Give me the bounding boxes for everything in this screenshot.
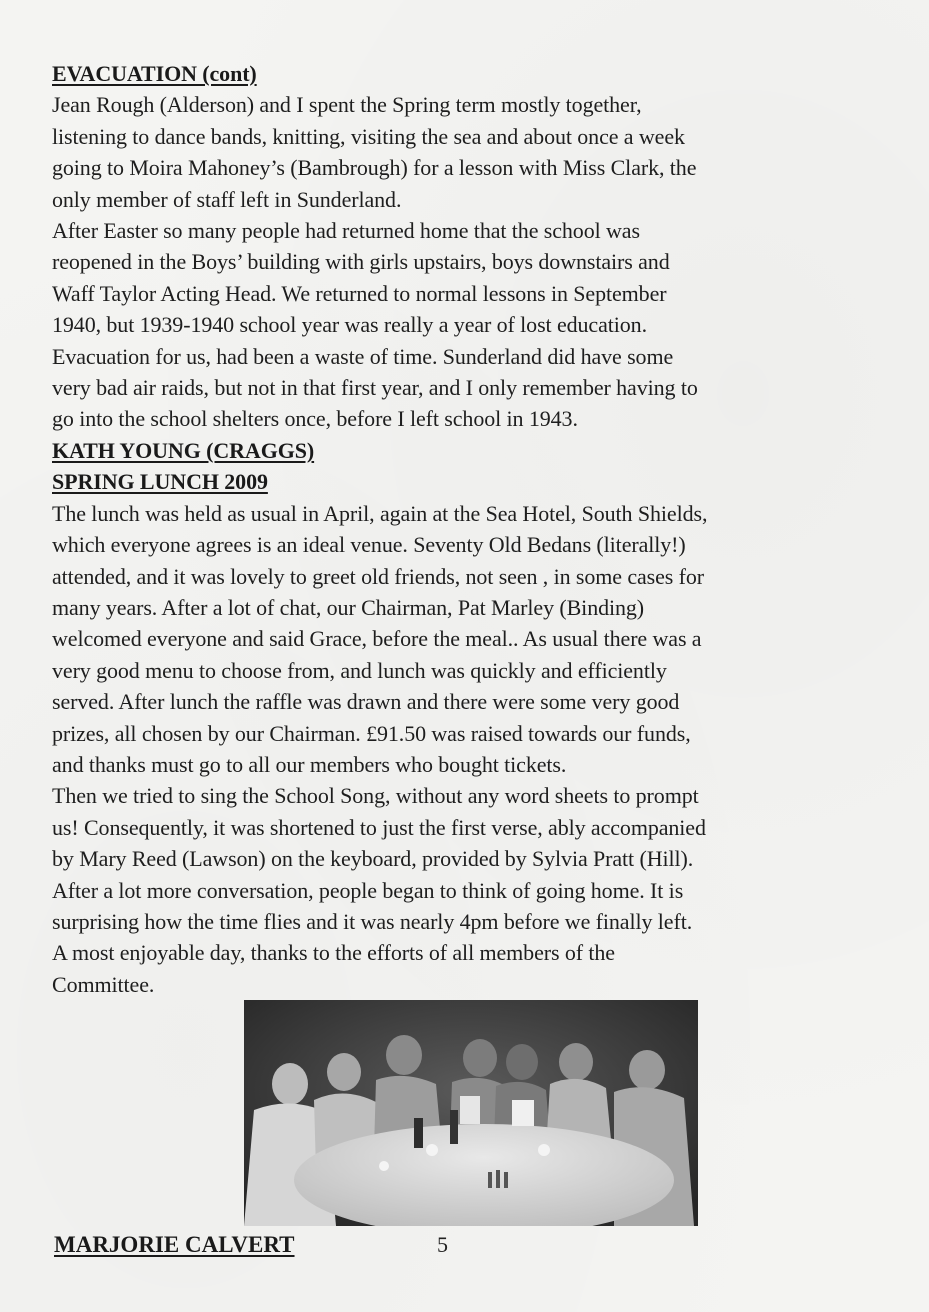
text-line: going to Moira Mahoney’s (Bambrough) for a lesson with Miss Clark, the	[52, 155, 697, 181]
text-line: by Mary Reed (Lawson) on the keyboard, provided by Sylvia Pratt (Hill).	[52, 846, 694, 872]
text-line: go into the school shelters once, before I left school in 1943.	[52, 406, 578, 432]
photo-illustration	[244, 1000, 698, 1226]
text-line: very good menu to choose from, and lunch was quickly and efficiently	[52, 657, 667, 683]
text-line: welcomed everyone and said Grace, before the meal.. As usual there was a	[52, 626, 702, 652]
text-line: Then we tried to sing the School Song, without any word sheets to prompt	[52, 783, 699, 809]
text-line: 1940, but 1939-1940 school year was really a year of lost education.	[52, 312, 647, 338]
author-kath-young: KATH YOUNG (CRAGGS)	[52, 437, 315, 463]
text-line: which everyone agrees is an ideal venue. Seventy Old Bedans (literally!)	[52, 532, 686, 558]
text-line: Waff Taylor Acting Head. We returned to normal lessons in September	[52, 280, 667, 306]
section-heading-evacuation: EVACUATION (cont)	[52, 61, 257, 86]
section-heading-spring-lunch: SPRING LUNCH 2009	[52, 469, 268, 495]
text-line: Jean Rough (Alderson) and I spent the Spring term mostly together,	[52, 92, 642, 118]
text-line: reopened in the Boys’ building with girls upstairs, boys downstairs and	[52, 249, 670, 275]
spring-lunch-paragraph-2	[52, 780, 892, 1000]
text-line: only member of staff left in Sunderland.	[52, 186, 402, 212]
text-line: served. After lunch the raffle was drawn and there were some very good	[52, 689, 680, 715]
text-line: The lunch was held as usual in April, again at the Sea Hotel, South Shields,	[52, 500, 708, 526]
lunch-group-photo	[244, 1000, 698, 1226]
text-column	[52, 58, 892, 1000]
text-line: Evacuation for us, had been a waste of time. Sunderland did have some	[52, 343, 674, 369]
text-line: After Easter so many people had returned home that the school was	[52, 218, 640, 244]
text-line: very bad air raids, but not in that first year, and I only remember having to	[52, 375, 698, 401]
text-line: listening to dance bands, knitting, visiting the sea and about once a week	[52, 123, 685, 149]
text-line: and thanks must go to all our members who bought tickets.	[52, 751, 567, 777]
text-line: After a lot more conversation, people began to think of going home. It is	[52, 877, 684, 903]
text-line: prizes, all chosen by our Chairman. £91.50 was raised towards our funds,	[52, 720, 691, 746]
evacuation-paragraph-2	[52, 215, 892, 435]
text-line: us! Consequently, it was shortened to just the first verse, ably accompanied	[52, 814, 706, 840]
spring-lunch-paragraph-1	[52, 498, 892, 781]
page-number: 5	[437, 1232, 448, 1257]
author-marjorie-calvert: MARJORIE CALVERT	[54, 1232, 295, 1257]
text-line: attended, and it was lovely to greet old friends, not seen , in some cases for	[52, 563, 705, 589]
text-line: many years. After a lot of chat, our Chairman, Pat Marley (Binding)	[52, 594, 645, 620]
text-line: A most enjoyable day, thanks to the efforts of all members of the	[52, 940, 615, 966]
text-line: Committee.	[52, 971, 155, 997]
evacuation-paragraph-1	[52, 89, 892, 215]
text-line: surprising how the time flies and it was nearly 4pm before we finally left.	[52, 908, 693, 934]
